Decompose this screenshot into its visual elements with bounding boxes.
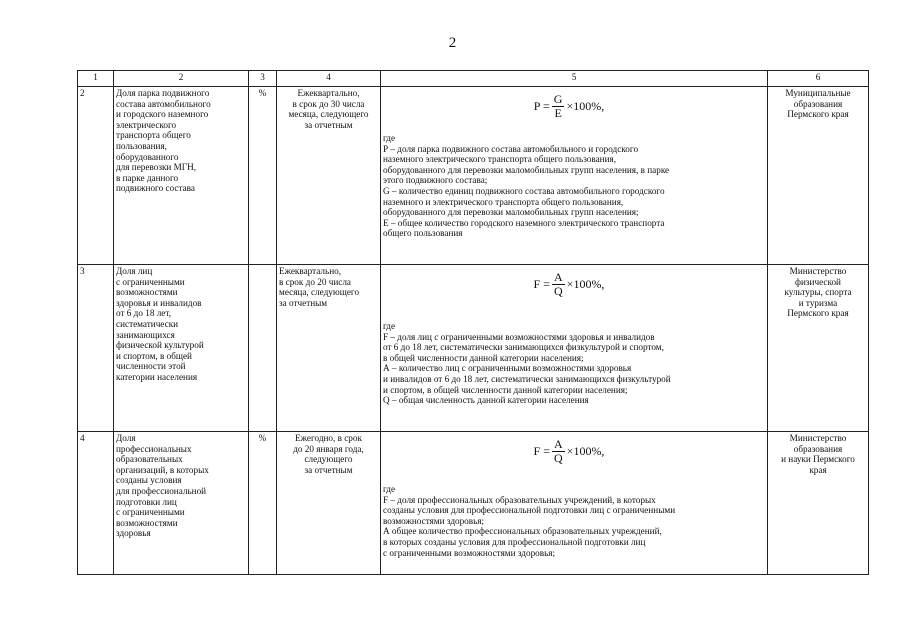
unit: % [249, 432, 277, 575]
formula [381, 436, 766, 466]
text-line: F – доля лиц с ограниченными возможностями здоровья и инвалидов [383, 331, 655, 342]
text-line: здоровья и инвалидов [116, 297, 202, 308]
text-line: Ежеквартально, [297, 88, 360, 98]
text-line: организаций, в которых [116, 464, 209, 475]
text-line: с ограниченными [116, 507, 185, 518]
text-line: и спортом, в общей [116, 350, 192, 361]
unit: % [249, 87, 277, 265]
text-line: Ежеквартально, [279, 266, 342, 276]
formula-numerator: A [554, 269, 563, 284]
text-line: общего пользования [383, 228, 463, 239]
formula-lhs: P = [533, 99, 550, 113]
text-line: оборудованного для перевозки маломобильных групп населения; [383, 207, 639, 218]
text-line: возможностями здоровья; [383, 515, 485, 526]
text-line: Пермского края [787, 109, 849, 120]
table-row [78, 265, 869, 432]
text-line: Доля парка подвижного [116, 88, 210, 98]
text-line: до 20 января года, [293, 443, 364, 454]
text-line: здоровья [116, 528, 151, 539]
text-line: численности этой [116, 361, 186, 372]
responsible-body [768, 87, 869, 265]
formula-denominator: E [554, 105, 562, 120]
text-line: возможностями [116, 517, 178, 528]
formula-fraction [552, 93, 565, 120]
text-line: транспорта общего [116, 130, 191, 141]
header-cell: 5 [381, 71, 768, 87]
text-line: G – количество единиц подвижного состава автомобильного городского [383, 185, 665, 196]
text-line: и туризма [798, 297, 838, 308]
text-line: подготовки лиц [116, 496, 177, 507]
text-line: Р – доля парка подвижного состава автомобильного и городского [383, 143, 639, 154]
text-line: и науки Пермского [781, 454, 855, 465]
formula-denominator: Q [554, 283, 563, 298]
text-line: подвижного состава [116, 183, 195, 194]
indicator-name [114, 265, 249, 432]
calculation-method [381, 265, 768, 432]
formula-numerator: A [554, 436, 563, 451]
text-line: с ограниченными возможностями здоровья; [383, 547, 556, 558]
text-line: для профессиональной [116, 485, 207, 496]
text-line: где [383, 321, 396, 331]
text-line: в общей численности данной категории населения; [383, 352, 584, 363]
text-line: в которых созданы условия для профессиональной подготовки лиц [383, 536, 646, 547]
text-line: края [809, 464, 827, 475]
text-line: за отчетным [304, 464, 353, 475]
text-line: образовательных [116, 454, 183, 465]
text-line: от 6 до 18 лет, систематически занимающихся физкультурой и спортом, [383, 342, 664, 353]
indicator-name [114, 432, 249, 575]
indicators-table [77, 70, 869, 575]
text-line: оборудованного [116, 151, 179, 162]
text-line: состава автомобильного [116, 98, 211, 109]
text-line: от 6 до 18 лет, [116, 308, 172, 319]
text-line: Муниципальные [785, 88, 851, 98]
text-line: за отчетным [304, 119, 353, 130]
text-line: Ежегодно, в срок [295, 433, 362, 443]
text-line: профессиональных [116, 443, 192, 454]
reporting-period [277, 432, 381, 575]
text-line: пользования, [116, 140, 167, 151]
text-line: F – доля профессиональных образовательных учреждений, в которых [383, 494, 656, 505]
table-row [78, 87, 869, 265]
formula-denominator: Q [554, 450, 563, 465]
text-line: образования [793, 98, 843, 109]
text-line: для перевозки МГН, [116, 162, 197, 173]
formula [381, 91, 766, 121]
text-line: Е – общее количество городского наземного электрического транспорта [383, 217, 665, 228]
text-line: с ограниченными [116, 276, 185, 287]
formula-fraction [552, 271, 565, 298]
reporting-period [277, 87, 381, 265]
text-line: Пермского края [787, 308, 849, 319]
reporting-period [277, 265, 381, 432]
text-line: Министерство [789, 266, 847, 276]
text-line: где [383, 484, 396, 494]
row-number: 4 [78, 432, 114, 575]
formula-rhs: ×100%, [566, 277, 605, 291]
table-row [78, 432, 869, 575]
formula-lhs: F = [533, 444, 550, 458]
text-line: образования [793, 443, 843, 454]
text-line: систематически [116, 318, 179, 329]
formula [381, 269, 766, 299]
text-line: месяца, следующего [279, 287, 360, 298]
calculation-method [381, 432, 768, 575]
table-header-row [78, 71, 869, 87]
text-line: наземного электрического транспорта общего пользования, [383, 154, 617, 165]
page-number: 2 [448, 35, 457, 51]
text-line: А – количество лиц с ограниченными возможностями здоровья [383, 363, 632, 374]
text-line: Министерство [789, 433, 847, 443]
text-line: физической культурой [116, 340, 204, 351]
text-line: в срок до 20 числа [279, 276, 351, 287]
responsible-body [768, 432, 869, 575]
text-line: категории населения [116, 371, 198, 382]
text-line: культуры, спорта [784, 287, 852, 298]
text-line: наземного и электрического транспорта общего пользования, [383, 196, 624, 207]
text-line: занимающихся [116, 329, 175, 340]
text-line: А общее количество профессиональных образовательных учреждений, [383, 526, 662, 537]
header-cell: 2 [114, 71, 249, 87]
indicator-name [114, 87, 249, 265]
formula-rhs: ×100%, [566, 99, 605, 113]
text-line: электрического [116, 119, 177, 130]
text-line: в парке данного [116, 172, 179, 183]
row-number: 3 [78, 265, 114, 432]
responsible-body [768, 265, 869, 432]
header-cell: 4 [277, 71, 381, 87]
text-line: следующего [304, 454, 353, 465]
calculation-method [381, 87, 768, 265]
unit [249, 265, 277, 432]
text-line: физической [795, 276, 841, 287]
text-line: возможностями [116, 287, 178, 298]
header-cell: 1 [78, 71, 114, 87]
text-line: и спортом, в общей численности данной категории населения; [383, 384, 628, 395]
row-number: 2 [78, 87, 114, 265]
formula-numerator: G [553, 91, 563, 106]
text-line: и инвалидов от 6 до 18 лет, систематически занимающихся физкультурой [383, 373, 671, 384]
text-line: оборудованного для перевозки маломобильных групп населения, в парке [383, 164, 670, 175]
text-line: Q – общая численность данной категории населения [383, 395, 589, 406]
header-cell: 6 [768, 71, 869, 87]
text-line: в срок до 30 числа [292, 98, 365, 109]
text-line: Доля лиц [116, 266, 153, 276]
formula-rhs: ×100%, [566, 444, 605, 458]
header-cell: 3 [249, 71, 277, 87]
formula-fraction [552, 438, 565, 465]
text-line: за отчетным [279, 297, 328, 308]
text-line: этого подвижного состава; [383, 175, 488, 186]
text-line: месяца, следующего [288, 109, 369, 120]
text-line: Доля [116, 433, 136, 443]
text-line: созданы условия [116, 475, 182, 486]
text-line: созданы условия для профессиональной подготовки лиц с ограниченными [383, 505, 676, 516]
formula-lhs: F = [533, 277, 550, 291]
text-line: и городского наземного [116, 109, 209, 120]
text-line: где [383, 133, 396, 143]
